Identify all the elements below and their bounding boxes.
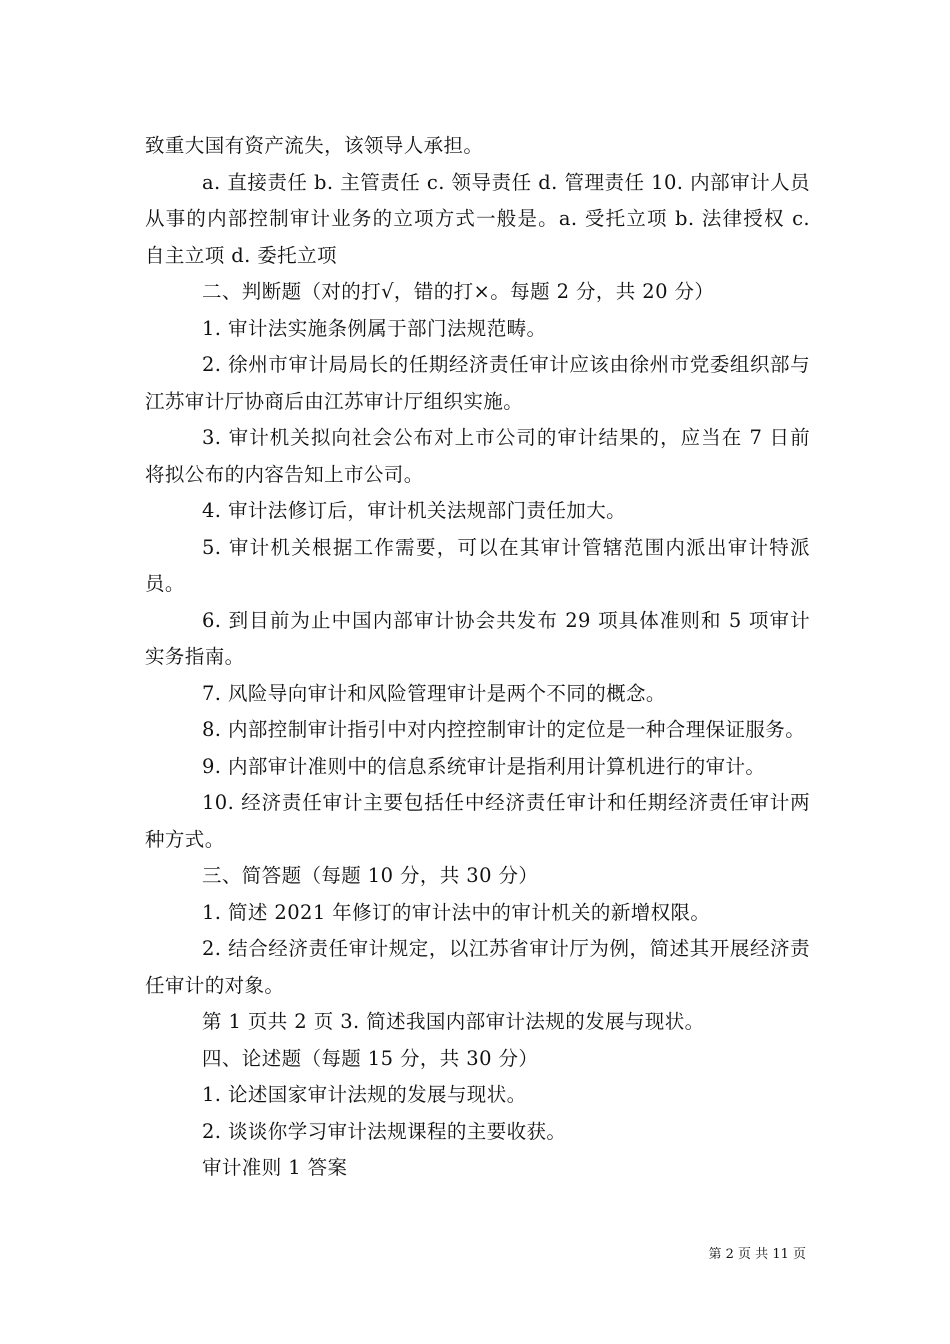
paragraph-question-9-continuation: 致重大国有资产流失，该领导人承担。 [145,134,484,157]
short-answer-item-3: 第 1 页共 2 页 3. 简述我国内部审计法规的发展与现状。 [202,1010,705,1033]
true-false-item-7: 7. 风险导向审计和风险管理审计是两个不同的概念。 [202,681,666,705]
true-false-item-2: 2. 徐州市审计局局长的任期经济责任审计应该由徐州市党委组织部与江苏审计厅协商后由江苏审计厅组织实施。 [145,353,810,413]
paragraph-question-9-options-and-10: a. 直接责任 b. 主管责任 c. 领导责任 d. 管理责任 10. 内部审计人员从事的内部控制审计业务的立项方式一般是。a. 受托立项 b. 法律授权 c. 自主立项 d. 委托立项 [145,170,810,267]
true-false-item-4: 4. 审计法修订后，审计机关法规部门责任加大。 [202,499,627,522]
essay-item-2: 2. 谈谈你学习审计法规课程的主要收获。 [202,1119,567,1143]
section-heading-true-false: 二、判断题（对的打√，错的打×。每题 2 分，共 20 分） [202,280,715,303]
short-answer-item-1: 1. 简述 2021 年修订的审计法中的审计机关的新增权限。 [202,900,711,924]
short-answer-item-2: 2. 结合经济责任审计规定，以江苏省审计厅为例，简述其开展经济责任审计的对象。 [145,937,810,997]
true-false-item-9: 9. 内部审计准则中的信息系统审计是指利用计算机进行的审计。 [202,754,766,778]
true-false-item-8: 8. 内部控制审计指引中对内控控制审计的定位是一种合理保证服务。 [202,718,806,741]
essay-item-1: 1. 论述国家审计法规的发展与现状。 [202,1083,527,1106]
true-false-item-3: 3. 审计机关拟向社会公布对上市公司的审计结果的，应当在 7 日前将拟公布的内容告知上市公司。 [145,426,810,486]
answer-section-title: 审计准则 1 答案 [202,1156,348,1179]
section-heading-short-answer: 三、简答题（每题 10 分，共 30 分） [202,864,539,887]
true-false-item-1: 1. 审计法实施条例属于部门法规范畴。 [202,316,547,340]
document-body [145,128,810,1187]
page-number-footer: 第 2 页 共 11 页 [708,1247,806,1262]
true-false-item-6: 6. 到目前为止中国内部审计协会共发布 29 项具体准则和 5 项审计实务指南。 [145,608,810,668]
true-false-item-10: 10. 经济责任审计主要包括任中经济责任审计和任期经济责任审计两种方式。 [145,791,810,851]
section-heading-essay: 四、论述题（每题 15 分，共 30 分） [202,1046,539,1070]
true-false-item-5: 5. 审计机关根据工作需要，可以在其审计管辖范围内派出审计特派员。 [145,535,810,595]
